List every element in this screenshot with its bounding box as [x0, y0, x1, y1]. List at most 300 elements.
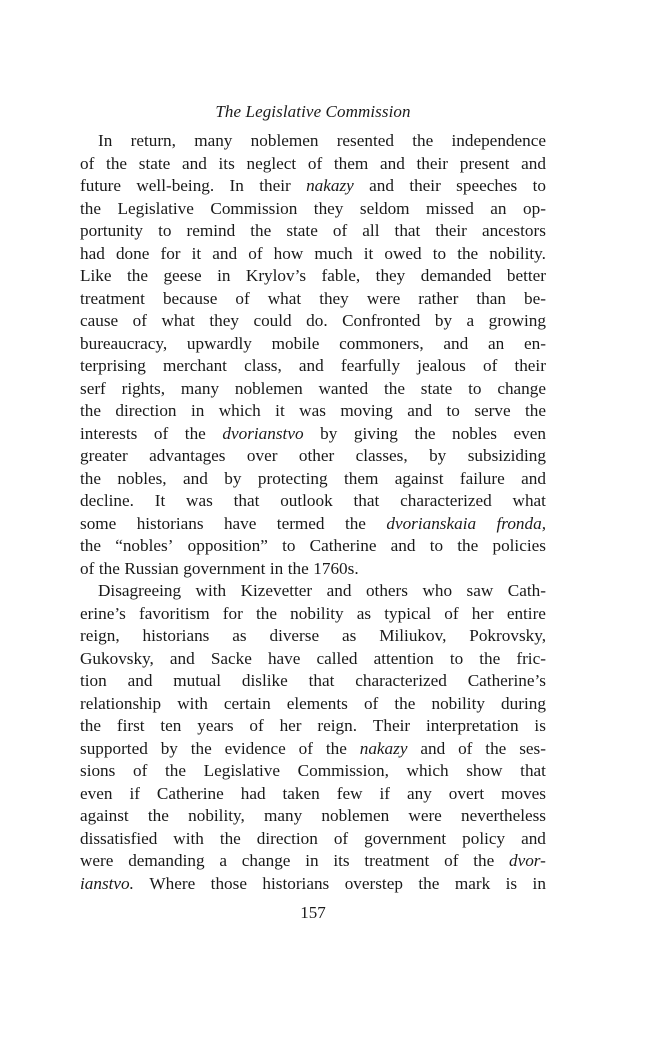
word: Legislative — [117, 198, 194, 218]
word: overstep — [344, 873, 403, 893]
word: serve — [474, 401, 511, 420]
word: rights, — [121, 378, 166, 398]
word: taken — [282, 783, 320, 803]
word: geese — [163, 266, 202, 285]
word: the — [473, 851, 495, 870]
word: and — [407, 401, 433, 420]
word: fearfully — [340, 356, 401, 375]
word: characterized — [355, 671, 447, 690]
word: and — [181, 153, 207, 173]
word: dvorianskaia — [386, 513, 477, 533]
word: of — [298, 738, 313, 758]
word: noblemen — [250, 131, 319, 150]
word: evidence — [224, 738, 286, 758]
word: called — [316, 648, 358, 668]
word: of — [332, 221, 348, 240]
word: years — [197, 716, 234, 735]
word: subsiziding — [467, 446, 546, 465]
word: and — [521, 828, 546, 848]
text-line — [80, 175, 546, 198]
word: others — [365, 581, 408, 600]
word: and — [420, 738, 446, 758]
word: terprising — [80, 356, 146, 375]
word: to — [432, 243, 447, 263]
word: Sacke — [210, 648, 252, 668]
word: erine’s — [80, 603, 126, 623]
word: typical — [384, 603, 432, 623]
word: jealous — [417, 356, 466, 375]
word: the — [383, 378, 405, 398]
word: In — [229, 176, 244, 195]
word: the — [412, 131, 434, 150]
word: they — [319, 288, 349, 308]
word: for — [222, 603, 243, 623]
text-line — [80, 333, 546, 356]
word: many — [264, 806, 303, 825]
word: against — [394, 468, 444, 488]
paragraph — [80, 130, 546, 580]
word: what — [161, 311, 195, 330]
word: the — [106, 153, 128, 173]
word: Catherine’s — [467, 671, 546, 690]
word: tion — [80, 671, 107, 690]
word: a — [219, 851, 227, 870]
word: them — [343, 468, 379, 488]
word: Gukovsky, — [80, 648, 154, 668]
word: in — [305, 851, 319, 870]
word: was — [186, 491, 213, 510]
word: were — [408, 806, 442, 825]
word: historians — [142, 626, 210, 645]
word: historians — [262, 873, 330, 893]
word: dvorianstvo — [222, 423, 304, 443]
word: supported — [80, 738, 148, 758]
word: is — [534, 716, 546, 735]
word: as — [356, 603, 372, 623]
word: owed — [384, 243, 422, 263]
text-line — [80, 715, 546, 738]
word: who — [422, 581, 453, 600]
word: they — [313, 198, 344, 218]
word: relationship — [80, 693, 162, 713]
text-line — [80, 828, 546, 851]
word: overt — [448, 783, 485, 803]
word: during — [501, 693, 546, 713]
word: their — [416, 153, 449, 173]
word: of — [249, 716, 264, 735]
word: attention — [373, 648, 434, 668]
word: to — [468, 378, 482, 398]
word: it — [363, 243, 374, 263]
page-number: 157 — [300, 903, 326, 922]
word: to — [449, 648, 464, 668]
word: op- — [523, 198, 546, 218]
word: change — [241, 851, 291, 870]
word: the — [325, 738, 347, 758]
word: of — [444, 603, 459, 623]
word: of — [248, 243, 263, 263]
word: they — [209, 311, 239, 330]
word: even — [513, 423, 546, 443]
word: Miliukov, — [379, 626, 447, 645]
word: well-being. — [136, 176, 215, 195]
word: return, — [130, 131, 176, 150]
word: all — [362, 221, 380, 240]
word: an — [490, 198, 507, 218]
word: to — [158, 221, 172, 240]
word: serf — [80, 378, 106, 398]
word: the — [457, 536, 479, 555]
word: of — [444, 851, 459, 870]
word: speeches — [456, 176, 518, 195]
text-line — [80, 310, 546, 333]
text-line — [80, 130, 546, 153]
text-line — [80, 783, 546, 806]
word: advantages — [149, 446, 226, 465]
word: nobles — [452, 423, 497, 443]
word: those — [210, 873, 247, 893]
word: diverse — [269, 626, 320, 645]
word: than — [476, 288, 506, 308]
word: cause — [80, 311, 119, 330]
word: nobility — [290, 603, 344, 623]
word: for — [160, 243, 181, 263]
word: its — [218, 153, 235, 173]
word: Like — [80, 266, 112, 285]
word: the — [98, 558, 120, 578]
word: and — [390, 536, 416, 555]
word: policies — [492, 536, 546, 555]
word: nobles, — [117, 468, 167, 488]
word: the — [80, 716, 101, 735]
word: protecting — [257, 468, 328, 488]
word: entire — [506, 603, 546, 623]
text-line — [80, 400, 546, 423]
word: and — [326, 581, 352, 600]
word: to — [446, 401, 460, 420]
word: “nobles’ — [115, 536, 174, 555]
word: Commission — [210, 198, 298, 218]
word: that — [353, 491, 380, 510]
word: ses- — [519, 738, 546, 758]
word: some — [80, 513, 117, 533]
word: Catherine — [156, 783, 224, 803]
word: Where — [149, 873, 196, 893]
word: policy — [462, 828, 506, 848]
word: of — [153, 423, 169, 443]
word: greater — [80, 446, 128, 465]
word: of — [333, 828, 349, 848]
word: and — [127, 671, 153, 690]
word: had — [240, 783, 266, 803]
text-line — [80, 423, 546, 446]
text-line — [80, 490, 546, 513]
word: against — [80, 806, 129, 825]
text-line — [80, 355, 546, 378]
word: and — [521, 153, 546, 173]
word: commoners, — [339, 333, 424, 353]
word: in — [269, 558, 284, 578]
word: wanted — [318, 378, 369, 398]
word: mark — [454, 873, 491, 893]
word: missed — [426, 198, 474, 218]
word: nakazy — [359, 738, 408, 758]
word: noblemen — [321, 806, 390, 825]
word: many — [180, 378, 220, 398]
word: what — [267, 288, 302, 308]
word: favoritism — [138, 603, 210, 623]
word: moving — [340, 401, 393, 420]
word: by — [429, 446, 447, 465]
word: the — [190, 738, 212, 758]
word: their — [409, 176, 441, 195]
word: state — [420, 378, 453, 398]
word: their — [435, 221, 467, 240]
word: were — [80, 851, 114, 870]
word: Krylov’s — [245, 266, 307, 285]
word: ten — [160, 716, 182, 735]
word: the — [184, 423, 206, 443]
word: the — [457, 243, 479, 263]
word: Disagreeing — [98, 581, 182, 600]
text-line — [80, 265, 546, 288]
word: to — [282, 536, 296, 555]
word: future — [80, 176, 122, 195]
word: it — [275, 401, 285, 420]
text-line — [80, 220, 546, 243]
word: treatment — [364, 851, 430, 870]
word: which — [218, 401, 261, 420]
text-line — [80, 153, 546, 176]
word: the — [80, 468, 101, 488]
text-line — [80, 243, 546, 266]
word: and — [298, 356, 324, 375]
word: mutual — [173, 671, 222, 690]
word: Their — [372, 716, 411, 735]
word: rather — [418, 288, 459, 308]
word: Cath- — [507, 581, 546, 600]
word: classes, — [355, 446, 408, 465]
word: of — [80, 558, 95, 578]
text-line — [80, 603, 546, 626]
word: state — [138, 153, 171, 173]
word: if — [379, 783, 390, 803]
word: sions — [80, 761, 116, 780]
text-line — [80, 445, 546, 468]
word: direction — [256, 828, 318, 848]
word: with — [177, 693, 208, 713]
word: have — [267, 648, 301, 668]
text-line — [80, 198, 546, 221]
text-line — [80, 805, 546, 828]
text-line — [80, 535, 546, 558]
word: the — [126, 266, 148, 285]
word: fronda, — [496, 513, 546, 533]
word: class, — [244, 356, 282, 375]
word: and — [443, 333, 469, 353]
word: first — [116, 716, 145, 735]
word: even — [80, 783, 113, 803]
word: by — [160, 738, 178, 758]
word: Legislative — [203, 761, 281, 780]
word: moves — [501, 783, 546, 803]
word: the — [525, 401, 546, 420]
word: decline. — [80, 491, 134, 510]
word: an — [487, 333, 505, 353]
word: resented — [336, 131, 394, 150]
word: the — [287, 558, 309, 578]
running-head: The Legislative Commission — [215, 102, 411, 121]
word: the — [394, 693, 416, 713]
word: the — [164, 761, 186, 780]
word: a — [466, 311, 475, 330]
word: historians — [136, 513, 204, 533]
word: they — [375, 266, 406, 285]
word: how — [273, 243, 304, 263]
word: other — [298, 446, 335, 465]
word: It — [154, 491, 166, 510]
word: dvor- — [508, 851, 546, 870]
word: Catherine — [309, 536, 377, 555]
word: giving — [353, 423, 398, 443]
word: show — [466, 761, 503, 780]
word: and — [379, 153, 405, 173]
word: the — [418, 873, 440, 893]
word: nobility. — [489, 243, 546, 263]
word: if — [129, 783, 140, 803]
word: remind — [186, 221, 236, 240]
word: by — [320, 423, 338, 443]
text-line — [80, 580, 546, 603]
word: Kizevetter — [240, 581, 313, 600]
word: bureaucracy, — [80, 333, 168, 353]
word: termed — [276, 513, 325, 533]
word: many — [194, 131, 233, 150]
word: present — [459, 153, 510, 173]
word: and — [521, 468, 546, 488]
word: noblemen — [234, 378, 303, 398]
word: reign. — [317, 716, 358, 735]
word: 1760s. — [313, 558, 359, 578]
word: the — [219, 828, 241, 848]
word: mobile — [271, 333, 320, 353]
word: its — [333, 851, 350, 870]
word: that — [308, 671, 335, 690]
word: of — [307, 153, 323, 173]
word: elements — [286, 693, 348, 713]
word: her — [471, 603, 494, 623]
word: ancestors — [481, 221, 546, 240]
word: that — [394, 221, 421, 240]
word: the — [344, 513, 366, 533]
word: any — [406, 783, 432, 803]
word: upwardly — [186, 333, 252, 353]
word: Confronted — [342, 311, 421, 330]
word: the — [80, 401, 101, 420]
word: Commission, — [297, 761, 389, 780]
text-line — [80, 873, 546, 896]
word: fable, — [321, 266, 361, 285]
word: the — [485, 738, 507, 758]
word: the — [80, 536, 101, 555]
text-line — [80, 648, 546, 671]
word: by — [434, 311, 453, 330]
word: to — [532, 176, 546, 195]
text-line — [80, 288, 546, 311]
word: nevertheless — [461, 806, 546, 825]
word: of — [482, 356, 498, 375]
text-line — [80, 738, 546, 761]
word: as — [342, 626, 357, 645]
word: and — [169, 648, 195, 668]
word: failure — [459, 468, 505, 488]
word: dissatisfied — [80, 828, 158, 848]
word: and — [212, 243, 238, 263]
word: neglect — [246, 153, 297, 173]
word: the — [250, 221, 272, 240]
word: of — [458, 738, 473, 758]
word: of — [132, 311, 147, 330]
word: over — [246, 446, 278, 465]
word: of — [133, 761, 148, 780]
word: nakazy — [306, 176, 354, 195]
word: done — [115, 243, 150, 263]
word: it — [191, 243, 202, 263]
word: was — [299, 401, 326, 420]
word: nobility — [431, 693, 485, 713]
word: with — [173, 828, 204, 848]
word: of — [235, 288, 250, 308]
text-line — [80, 378, 546, 401]
word: treatment — [80, 288, 145, 308]
word: and — [369, 176, 394, 195]
word: demanded — [420, 266, 492, 285]
text-line — [80, 468, 546, 491]
word: characterized — [400, 491, 492, 510]
word: by — [224, 468, 242, 488]
word: the — [479, 648, 501, 668]
word: them — [333, 153, 369, 173]
word: her — [279, 716, 302, 735]
word: to — [429, 536, 444, 555]
word: Pokrovsky, — [469, 626, 546, 645]
word: interests — [80, 423, 138, 443]
word: in — [532, 873, 546, 893]
word: government — [183, 558, 266, 578]
word: the — [414, 423, 436, 443]
word: In — [98, 131, 113, 150]
text-line — [80, 670, 546, 693]
word: be- — [523, 288, 546, 308]
word: had — [80, 243, 105, 263]
word: the — [147, 806, 169, 825]
text-line — [80, 558, 546, 581]
text-line — [80, 625, 546, 648]
word: reign, — [80, 626, 120, 645]
word: in — [217, 266, 231, 285]
word: their — [514, 356, 546, 375]
text-line — [80, 513, 546, 536]
word: better — [506, 266, 546, 285]
word: as — [232, 626, 247, 645]
word: what — [512, 491, 546, 510]
word: that — [520, 761, 546, 780]
word: Russian — [124, 558, 179, 578]
word: fric- — [516, 648, 546, 668]
word: in — [190, 401, 205, 420]
word: state — [286, 221, 318, 240]
word: the — [80, 198, 101, 218]
